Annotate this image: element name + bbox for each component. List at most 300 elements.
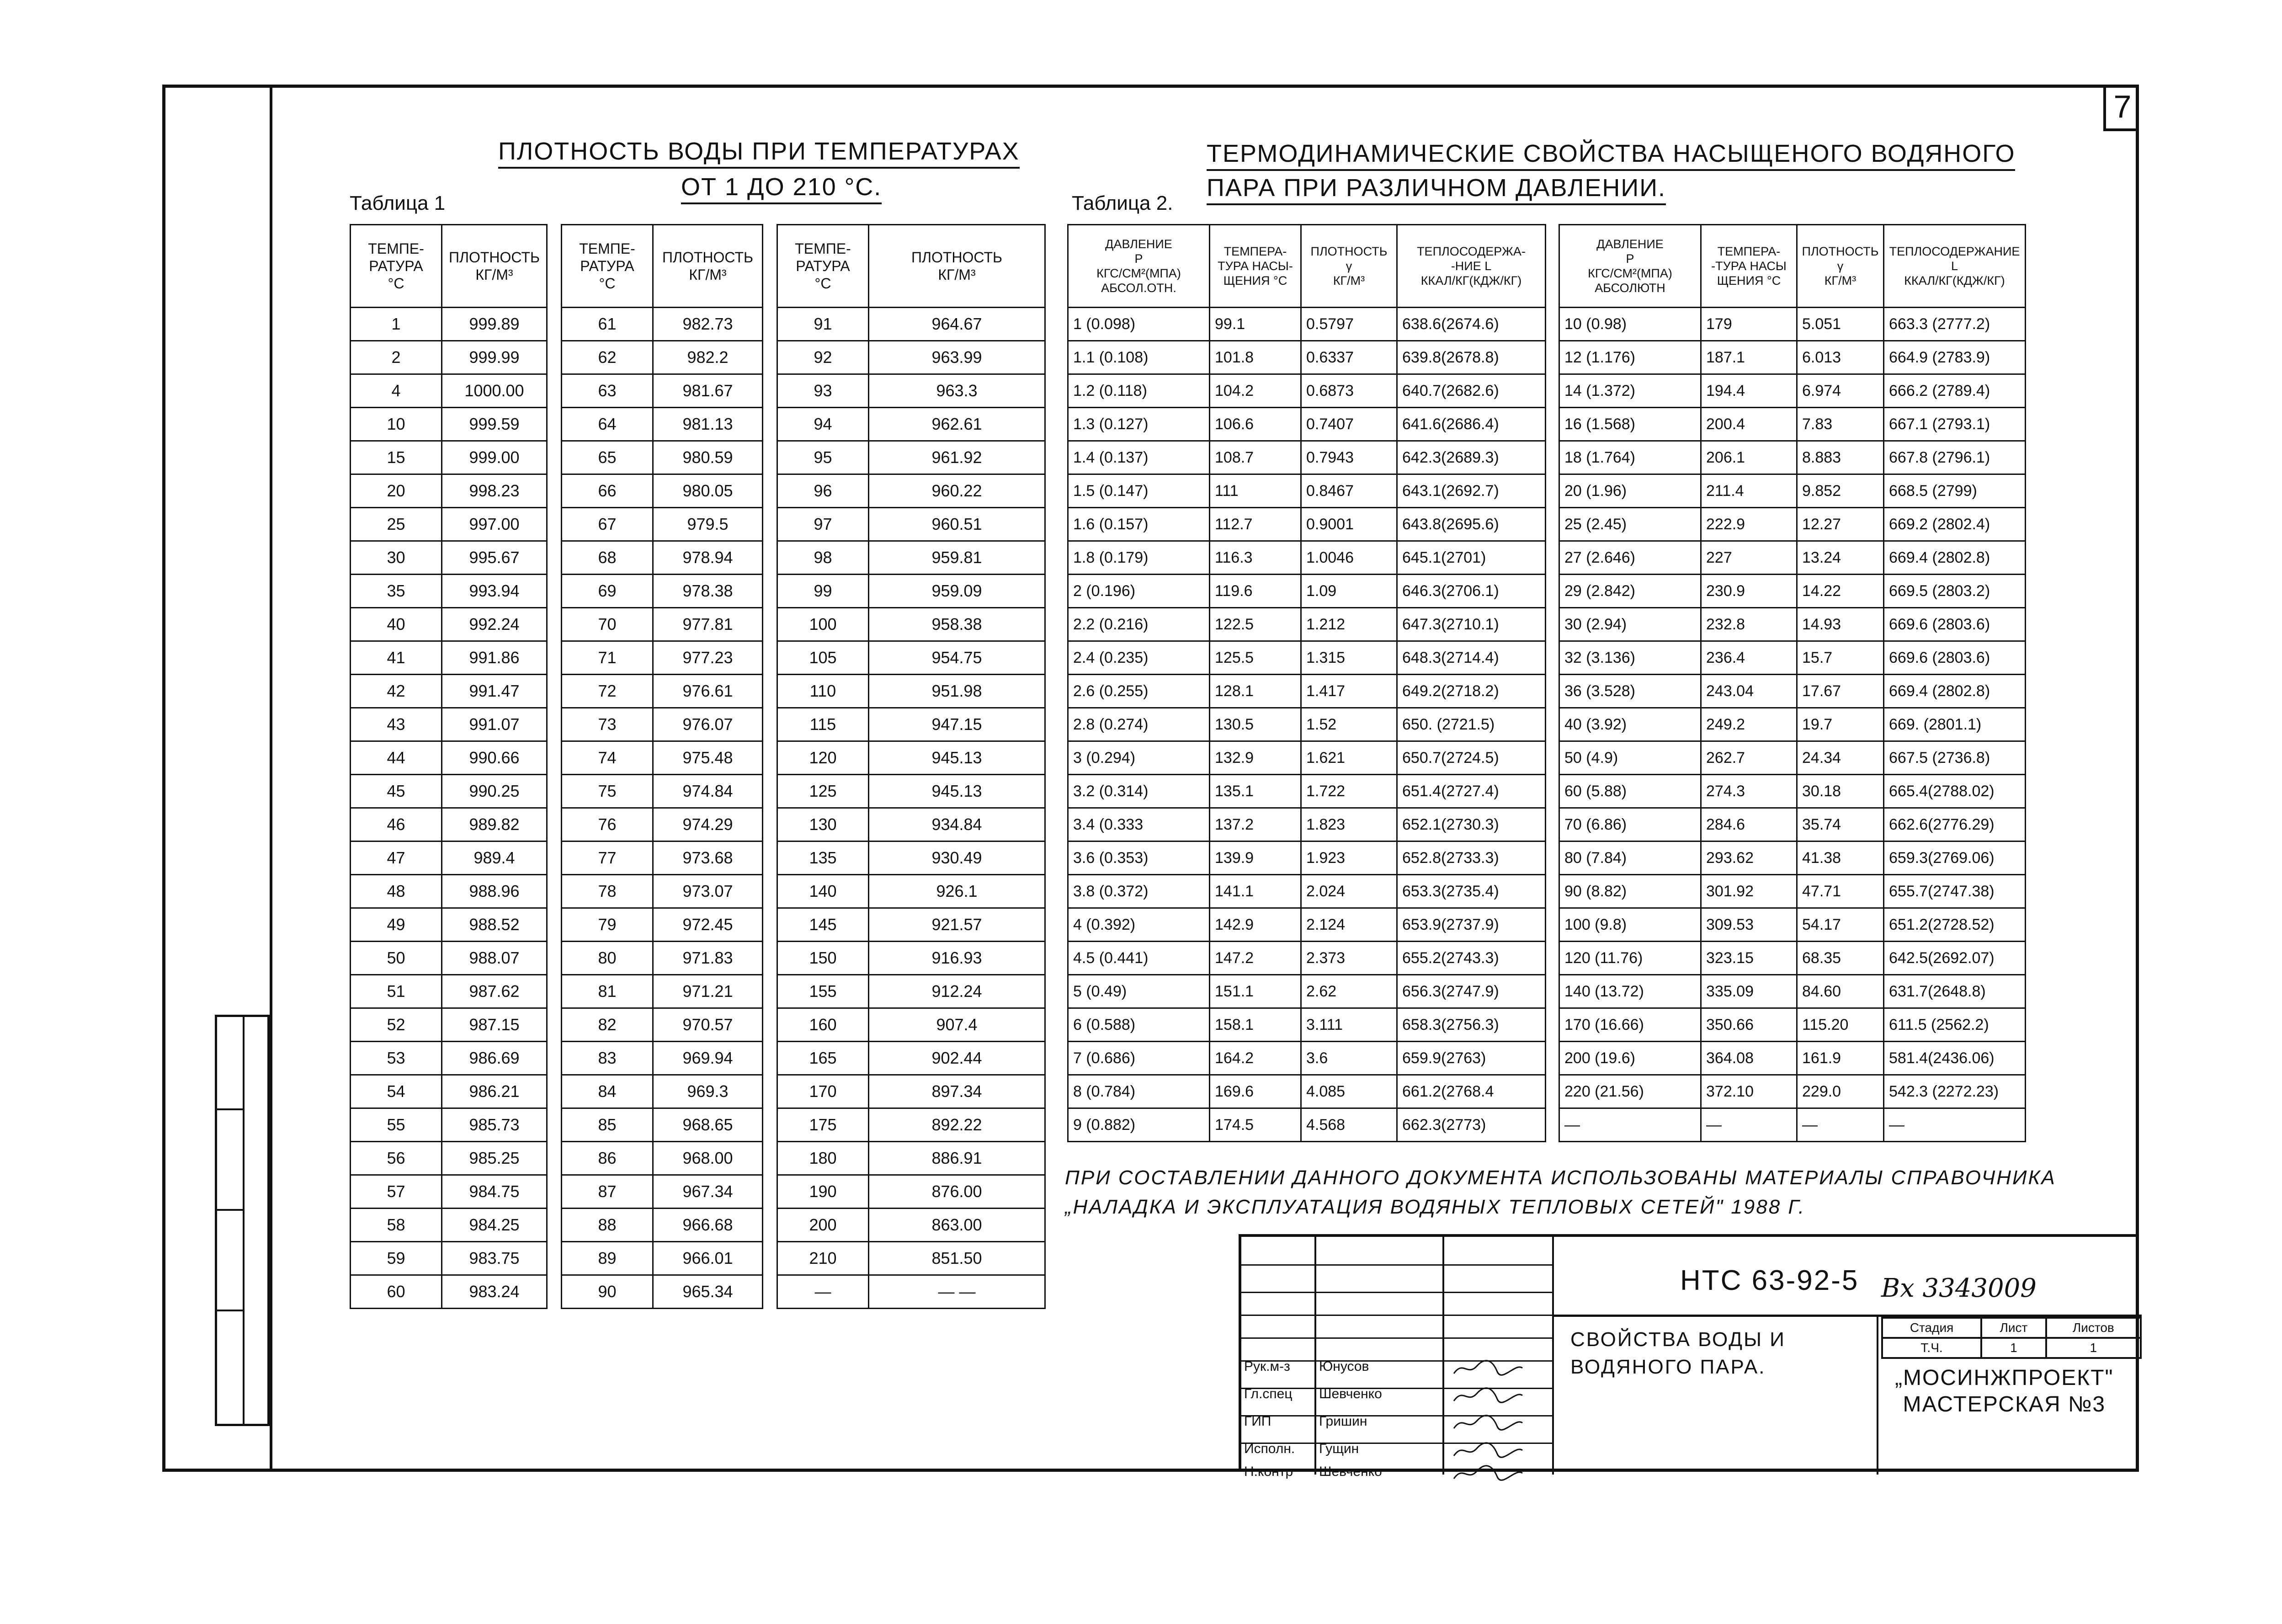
density-cell: 41.38 — [1797, 841, 1884, 875]
drawing-description: СВОЙСТВА ВОДЫ И ВОДЯНОГО ПАРА. — [1570, 1328, 1786, 1378]
density-cell: 14.93 — [1797, 608, 1884, 641]
temperature-cell: 180 — [777, 1142, 869, 1175]
enthalpy-cell: 647.3(2710.1) — [1397, 608, 1546, 641]
pressure-cell: 200 (19.6) — [1559, 1042, 1701, 1075]
density-cell: 926.1 — [869, 875, 1045, 908]
density-cell: 967.34 — [653, 1175, 763, 1209]
density-cell: 907.4 — [869, 1008, 1045, 1042]
density-cell: 988.52 — [442, 908, 547, 942]
density-cell: 973.68 — [653, 841, 763, 875]
pressure-cell: 1.1 (0.108) — [1068, 341, 1210, 374]
density-cell: 999.00 — [442, 441, 547, 474]
temperature-cell: 1 — [351, 308, 442, 341]
table-row — [351, 875, 1045, 908]
role-label: Гл.спец — [1244, 1386, 1293, 1401]
saturation-temperature-cell: 194.4 — [1701, 374, 1797, 408]
density-cell: 971.21 — [653, 975, 763, 1008]
table1-title: ПЛОТНОСТЬ ВОДЫ ПРИ ТЕМПЕРАТУРАХ — [498, 137, 1020, 165]
density-cell: 921.57 — [869, 908, 1045, 942]
enthalpy-cell: 631.7(2648.8) — [1884, 975, 2026, 1008]
pressure-cell: 100 (9.8) — [1559, 908, 1701, 942]
pressure-cell: 220 (21.56) — [1559, 1075, 1701, 1108]
enthalpy-cell: 611.5 (2562.2) — [1884, 1008, 2026, 1042]
density-cell: 945.13 — [869, 741, 1045, 775]
density-cell: 999.99 — [442, 341, 547, 374]
enthalpy-cell: 655.7(2747.38) — [1884, 875, 2026, 908]
pressure-cell: 27 (2.646) — [1559, 541, 1701, 575]
density-cell: 1.923 — [1301, 841, 1397, 875]
table-row — [1068, 775, 2026, 808]
density-cell: 979.5 — [653, 508, 763, 541]
temperature-cell: 48 — [351, 875, 442, 908]
density-cell: 969.94 — [653, 1042, 763, 1075]
saturation-temperature-cell: 151.1 — [1210, 975, 1301, 1008]
density-cell: 14.22 — [1797, 575, 1884, 608]
pressure-cell: 60 (5.88) — [1559, 775, 1701, 808]
header-temperature: ТЕМПЕ- РАТУРА °С — [777, 225, 869, 308]
density-cell: 930.49 — [869, 841, 1045, 875]
temperature-cell: 30 — [351, 541, 442, 575]
header-temperature: ТЕМПЕ- РАТУРА °С — [351, 225, 442, 308]
saturation-temperature-cell: 139.9 — [1210, 841, 1301, 875]
saturation-temperature-cell: 99.1 — [1210, 308, 1301, 341]
density-cell: 980.05 — [653, 474, 763, 508]
density-cell: 2.024 — [1301, 875, 1397, 908]
table2-title: ТЕРМОДИНАМИЧЕСКИЕ СВОЙСТВА НАСЫЩЕНОГО ВОДЯНОГО — [1207, 139, 2015, 168]
table-row — [351, 641, 1045, 675]
header-density: ПЛОТНОСТЬ КГ/М³ — [869, 225, 1045, 308]
density-cell: 988.96 — [442, 875, 547, 908]
header-saturation-temperature: ТЕМПЕРА- -ТУРА НАСЫ ЩЕНИЯ °С — [1701, 225, 1797, 308]
density-cell: 1.823 — [1301, 808, 1397, 841]
table-row — [351, 1275, 1045, 1309]
enthalpy-cell: 542.3 (2272.23) — [1884, 1075, 2026, 1108]
enthalpy-cell: 643.8(2695.6) — [1397, 508, 1546, 541]
density-cell: 17.67 — [1797, 675, 1884, 708]
density-cell: 962.61 — [869, 408, 1045, 441]
enthalpy-cell: 669.6 (2803.6) — [1884, 641, 2026, 675]
temperature-cell: 91 — [777, 308, 869, 341]
temperature-cell: 84 — [562, 1075, 653, 1108]
density-cell: 0.6873 — [1301, 374, 1397, 408]
temperature-cell: 88 — [562, 1209, 653, 1242]
density-cell: 972.45 — [653, 908, 763, 942]
enthalpy-cell: 648.3(2714.4) — [1397, 641, 1546, 675]
pressure-cell: 2 (0.196) — [1068, 575, 1210, 608]
saturation-temperature-cell: 111 — [1210, 474, 1301, 508]
saturation-temperature-cell: 108.7 — [1210, 441, 1301, 474]
density-cell: 989.4 — [442, 841, 547, 875]
saturation-temperature-cell: 206.1 — [1701, 441, 1797, 474]
header-pressure: ДАВЛЕНИЕ P КГС/СМ²(МПА) АБСОЛ.ОТН. — [1068, 225, 1210, 308]
density-cell: 959.09 — [869, 575, 1045, 608]
enthalpy-cell: 650.7(2724.5) — [1397, 741, 1546, 775]
density-cell: 991.07 — [442, 708, 547, 741]
pressure-cell: 2.2 (0.216) — [1068, 608, 1210, 641]
enthalpy-cell: 667.8 (2796.1) — [1884, 441, 2026, 474]
enthalpy-cell: 639.8(2678.8) — [1397, 341, 1546, 374]
table1-subtitle: ОТ 1 ДО 210 °С. — [681, 173, 882, 201]
density-cell: 3.111 — [1301, 1008, 1397, 1042]
temperature-cell: 125 — [777, 775, 869, 808]
table-row — [351, 908, 1045, 942]
density-cell: 984.25 — [442, 1209, 547, 1242]
table-row — [1068, 1008, 2026, 1042]
density-cell: 998.23 — [442, 474, 547, 508]
temperature-cell: 190 — [777, 1175, 869, 1209]
temperature-cell: — — [777, 1275, 869, 1309]
pressure-cell: 170 (16.66) — [1559, 1008, 1701, 1042]
pressure-cell: 80 (7.84) — [1559, 841, 1701, 875]
temperature-cell: 67 — [562, 508, 653, 541]
pressure-cell: 40 (3.92) — [1559, 708, 1701, 741]
density-cell: 47.71 — [1797, 875, 1884, 908]
temperature-cell: 20 — [351, 474, 442, 508]
density-cell: 985.73 — [442, 1108, 547, 1142]
temperature-cell: 40 — [351, 608, 442, 641]
density-cell: 977.23 — [653, 641, 763, 675]
temperature-cell: 130 — [777, 808, 869, 841]
enthalpy-cell: 640.7(2682.6) — [1397, 374, 1546, 408]
density-cell: 999.89 — [442, 308, 547, 341]
saturation-temperature-cell: 101.8 — [1210, 341, 1301, 374]
density-cell: 1.621 — [1301, 741, 1397, 775]
pressure-cell: 14 (1.372) — [1559, 374, 1701, 408]
table-row — [1068, 741, 2026, 775]
table-row — [351, 341, 1045, 374]
density-cell: 24.34 — [1797, 741, 1884, 775]
density-cell: 6.974 — [1797, 374, 1884, 408]
saturation-temperature-cell: 125.5 — [1210, 641, 1301, 675]
density-cell: 971.83 — [653, 942, 763, 975]
density-cell: 999.59 — [442, 408, 547, 441]
pressure-cell: 4.5 (0.441) — [1068, 942, 1210, 975]
density-cell: 982.2 — [653, 341, 763, 374]
header-enthalpy: ТЕПЛОСОДЕРЖАНИЕ L ККАЛ/КГ(КДЖ/КГ) — [1884, 225, 2026, 308]
temperature-cell: 210 — [777, 1242, 869, 1275]
density-cell: 980.59 — [653, 441, 763, 474]
pressure-cell: — — [1559, 1108, 1701, 1142]
saturation-temperature-cell: 262.7 — [1701, 741, 1797, 775]
temperature-cell: 120 — [777, 741, 869, 775]
temperature-cell: 80 — [562, 942, 653, 975]
saturation-temperature-cell: 135.1 — [1210, 775, 1301, 808]
temperature-cell: 68 — [562, 541, 653, 575]
density-cell: 2.124 — [1301, 908, 1397, 942]
table-row — [1068, 575, 2026, 608]
pressure-cell: 120 (11.76) — [1559, 942, 1701, 975]
signature — [1452, 1440, 1525, 1460]
density-cell: 961.92 — [869, 441, 1045, 474]
saturation-temperature-cell: 350.66 — [1701, 1008, 1797, 1042]
table-row — [1068, 608, 2026, 641]
temperature-cell: 66 — [562, 474, 653, 508]
density-cell: 9.852 — [1797, 474, 1884, 508]
table-row — [351, 308, 1045, 341]
density-cell: 968.00 — [653, 1142, 763, 1175]
pressure-cell: 6 (0.588) — [1068, 1008, 1210, 1042]
enthalpy-cell: 665.4(2788.02) — [1884, 775, 2026, 808]
temperature-cell: 77 — [562, 841, 653, 875]
density-cell: 851.50 — [869, 1242, 1045, 1275]
temperature-cell: 50 — [351, 942, 442, 975]
density-cell: 30.18 — [1797, 775, 1884, 808]
density-cell: 19.7 — [1797, 708, 1884, 741]
temperature-cell: 74 — [562, 741, 653, 775]
saturation-temperature-cell: 249.2 — [1701, 708, 1797, 741]
table-row — [351, 775, 1045, 808]
water-density-table — [350, 224, 1046, 1309]
header-density: ПЛОТНОСТЬ γ КГ/М³ — [1301, 225, 1397, 308]
enthalpy-cell: 645.1(2701) — [1397, 541, 1546, 575]
header-density: ПЛОТНОСТЬ γ КГ/М³ — [1797, 225, 1884, 308]
pressure-cell: 2.4 (0.235) — [1068, 641, 1210, 675]
density-cell: 959.81 — [869, 541, 1045, 575]
saturation-temperature-cell: 236.4 — [1701, 641, 1797, 675]
density-cell: 229.0 — [1797, 1075, 1884, 1108]
table1-label: Таблица 1 — [350, 192, 446, 214]
saturation-temperature-cell: 243.04 — [1701, 675, 1797, 708]
density-cell: 876.00 — [869, 1175, 1045, 1209]
temperature-cell: 43 — [351, 708, 442, 741]
temperature-cell: 61 — [562, 308, 653, 341]
saturation-temperature-cell: 232.8 — [1701, 608, 1797, 641]
saturation-temperature-cell: 132.9 — [1210, 741, 1301, 775]
enthalpy-cell: 669.4 (2802.8) — [1884, 675, 2026, 708]
density-cell: 986.21 — [442, 1075, 547, 1108]
density-cell: 947.15 — [869, 708, 1045, 741]
pressure-cell: 20 (1.96) — [1559, 474, 1701, 508]
density-cell: 15.7 — [1797, 641, 1884, 675]
density-cell: — — [1797, 1108, 1884, 1142]
enthalpy-cell: 659.9(2763) — [1397, 1042, 1546, 1075]
enthalpy-cell: 659.3(2769.06) — [1884, 841, 2026, 875]
density-cell: 1.0046 — [1301, 541, 1397, 575]
table-row — [351, 441, 1045, 474]
temperature-cell: 90 — [562, 1275, 653, 1309]
table-row — [351, 675, 1045, 708]
saturated-steam-table — [1067, 224, 2026, 1142]
density-cell: 966.01 — [653, 1242, 763, 1275]
temperature-cell: 42 — [351, 675, 442, 708]
enthalpy-cell: 646.3(2706.1) — [1397, 575, 1546, 608]
density-cell: 958.38 — [869, 608, 1045, 641]
density-cell: 35.74 — [1797, 808, 1884, 841]
person-name: Юнусов — [1319, 1359, 1369, 1374]
pressure-cell: 1.8 (0.179) — [1068, 541, 1210, 575]
temperature-cell: 98 — [777, 541, 869, 575]
density-cell: 1.212 — [1301, 608, 1397, 641]
temperature-cell: 60 — [351, 1275, 442, 1309]
temperature-cell: 4 — [351, 374, 442, 408]
temperature-cell: 82 — [562, 1008, 653, 1042]
table-row — [1068, 508, 2026, 541]
density-cell: 978.38 — [653, 575, 763, 608]
temperature-cell: 70 — [562, 608, 653, 641]
table-row — [1068, 875, 2026, 908]
temperature-cell: 2 — [351, 341, 442, 374]
sheet-value: 1 — [1981, 1338, 2046, 1358]
temperature-cell: 47 — [351, 841, 442, 875]
density-cell: 981.67 — [653, 374, 763, 408]
density-cell: 902.44 — [869, 1042, 1045, 1075]
density-cell: 0.6337 — [1301, 341, 1397, 374]
density-cell: 13.24 — [1797, 541, 1884, 575]
saturation-temperature-cell: 116.3 — [1210, 541, 1301, 575]
enthalpy-cell: 669. (2801.1) — [1884, 708, 2026, 741]
density-cell: 2.373 — [1301, 942, 1397, 975]
saturation-temperature-cell: 130.5 — [1210, 708, 1301, 741]
pressure-cell: 29 (2.842) — [1559, 575, 1701, 608]
density-cell: 991.47 — [442, 675, 547, 708]
temperature-cell: 170 — [777, 1075, 869, 1108]
enthalpy-cell: 651.2(2728.52) — [1884, 908, 2026, 942]
density-cell: 968.65 — [653, 1108, 763, 1142]
table-row — [351, 808, 1045, 841]
table-row — [351, 474, 1045, 508]
signature — [1452, 1358, 1525, 1378]
source-note — [1065, 1163, 2056, 1222]
temperature-cell: 69 — [562, 575, 653, 608]
density-cell: 68.35 — [1797, 942, 1884, 975]
table-row — [1068, 841, 2026, 875]
enthalpy-cell: 653.9(2737.9) — [1397, 908, 1546, 942]
density-cell: 916.93 — [869, 942, 1045, 975]
density-cell: 945.13 — [869, 775, 1045, 808]
table-row — [1068, 341, 2026, 374]
table-row — [351, 975, 1045, 1008]
stage-value: Т.Ч. — [1882, 1338, 1981, 1358]
pressure-cell: 30 (2.94) — [1559, 608, 1701, 641]
density-cell: 976.07 — [653, 708, 763, 741]
role-label: Н.контр — [1244, 1464, 1293, 1479]
saturation-temperature-cell: — — [1701, 1108, 1797, 1142]
enthalpy-cell: 641.6(2686.4) — [1397, 408, 1546, 441]
pressure-cell: 8 (0.784) — [1068, 1075, 1210, 1108]
density-cell: 0.7407 — [1301, 408, 1397, 441]
temperature-cell: 100 — [777, 608, 869, 641]
pressure-cell: 9 (0.882) — [1068, 1108, 1210, 1142]
role-label: ГИП — [1244, 1414, 1271, 1429]
sheets-value: 1 — [2046, 1338, 2141, 1358]
density-cell: 981.13 — [653, 408, 763, 441]
document-code: НТС 63-92-5 — [1680, 1265, 1859, 1296]
pressure-cell: 1.2 (0.118) — [1068, 374, 1210, 408]
density-cell: 0.8467 — [1301, 474, 1397, 508]
enthalpy-cell: 638.6(2674.6) — [1397, 308, 1546, 341]
density-cell: 4.568 — [1301, 1108, 1397, 1142]
density-cell: 4.085 — [1301, 1075, 1397, 1108]
temperature-cell: 83 — [562, 1042, 653, 1075]
density-cell: 12.27 — [1797, 508, 1884, 541]
temperature-cell: 51 — [351, 975, 442, 1008]
saturation-temperature-cell: 200.4 — [1701, 408, 1797, 441]
saturation-temperature-cell: 227 — [1701, 541, 1797, 575]
temperature-cell: 150 — [777, 942, 869, 975]
pressure-cell: 3.6 (0.353) — [1068, 841, 1210, 875]
enthalpy-cell: 662.6(2776.29) — [1884, 808, 2026, 841]
pressure-cell: 4 (0.392) — [1068, 908, 1210, 942]
temperature-cell: 165 — [777, 1042, 869, 1075]
density-cell: 991.86 — [442, 641, 547, 675]
saturation-temperature-cell: 141.1 — [1210, 875, 1301, 908]
temperature-cell: 45 — [351, 775, 442, 808]
density-cell: 0.9001 — [1301, 508, 1397, 541]
pressure-cell: 70 (6.86) — [1559, 808, 1701, 841]
enthalpy-cell: 652.1(2730.3) — [1397, 808, 1546, 841]
temperature-cell: 54 — [351, 1075, 442, 1108]
temperature-cell: 73 — [562, 708, 653, 741]
enthalpy-cell: 581.4(2436.06) — [1884, 1042, 2026, 1075]
table-row — [1068, 541, 2026, 575]
temperature-cell: 63 — [562, 374, 653, 408]
pressure-cell: 140 (13.72) — [1559, 975, 1701, 1008]
density-cell: 934.84 — [869, 808, 1045, 841]
table-row — [1068, 1042, 2026, 1075]
density-cell: 5.051 — [1797, 308, 1884, 341]
table-row — [1068, 641, 2026, 675]
temperature-cell: 35 — [351, 575, 442, 608]
temperature-cell: 46 — [351, 808, 442, 841]
temperature-cell: 59 — [351, 1242, 442, 1275]
density-cell: 1.09 — [1301, 575, 1397, 608]
pressure-cell: 12 (1.176) — [1559, 341, 1701, 374]
enthalpy-cell: 669.2 (2802.4) — [1884, 508, 2026, 541]
header-saturation-temperature: ТЕМПЕРА- ТУРА НАСЫ- ЩЕНИЯ °С — [1210, 225, 1301, 308]
saturation-temperature-cell: 274.3 — [1701, 775, 1797, 808]
temperature-cell: 55 — [351, 1108, 442, 1142]
density-cell: 983.24 — [442, 1275, 547, 1309]
table-row — [351, 1075, 1045, 1108]
temperature-cell: 65 — [562, 441, 653, 474]
density-cell: 995.67 — [442, 541, 547, 575]
pressure-cell: 16 (1.568) — [1559, 408, 1701, 441]
temperature-cell: 110 — [777, 675, 869, 708]
temperature-cell: 76 — [562, 808, 653, 841]
table-row — [1068, 975, 2026, 1008]
temperature-cell: 57 — [351, 1175, 442, 1209]
temperature-cell: 95 — [777, 441, 869, 474]
temperature-cell: 25 — [351, 508, 442, 541]
saturation-temperature-cell: 128.1 — [1210, 675, 1301, 708]
table-row — [1068, 374, 2026, 408]
saturation-temperature-cell: 147.2 — [1210, 942, 1301, 975]
density-cell: 3.6 — [1301, 1042, 1397, 1075]
table2-header-row — [1068, 225, 2026, 308]
title-block — [1239, 1234, 2139, 1479]
table-row — [351, 1209, 1045, 1242]
saturation-temperature-cell: 179 — [1701, 308, 1797, 341]
density-cell: 976.61 — [653, 675, 763, 708]
pressure-cell: 3.4 (0.333 — [1068, 808, 1210, 841]
table-row — [351, 1008, 1045, 1042]
enthalpy-cell: 664.9 (2783.9) — [1884, 341, 2026, 374]
density-cell: 997.00 — [442, 508, 547, 541]
pressure-cell: 25 (2.45) — [1559, 508, 1701, 541]
pressure-cell: 18 (1.764) — [1559, 441, 1701, 474]
saturation-temperature-cell: 119.6 — [1210, 575, 1301, 608]
table-row — [1068, 808, 2026, 841]
person-name: Гущин — [1319, 1441, 1359, 1456]
source-note-line1: ПРИ СОСТАВЛЕНИИ ДАННОГО ДОКУМЕНТА ИСПОЛЬЗОВАНЫ МАТЕРИАЛЫ СПРАВОЧНИКА — [1065, 1166, 2056, 1189]
temperature-cell: 145 — [777, 908, 869, 942]
enthalpy-cell: 658.3(2756.3) — [1397, 1008, 1546, 1042]
density-cell: 965.34 — [653, 1275, 763, 1309]
side-stamp — [215, 1015, 270, 1426]
sheets-header: Листов — [2046, 1318, 2141, 1338]
temperature-cell: 85 — [562, 1108, 653, 1142]
density-cell: 989.82 — [442, 808, 547, 841]
